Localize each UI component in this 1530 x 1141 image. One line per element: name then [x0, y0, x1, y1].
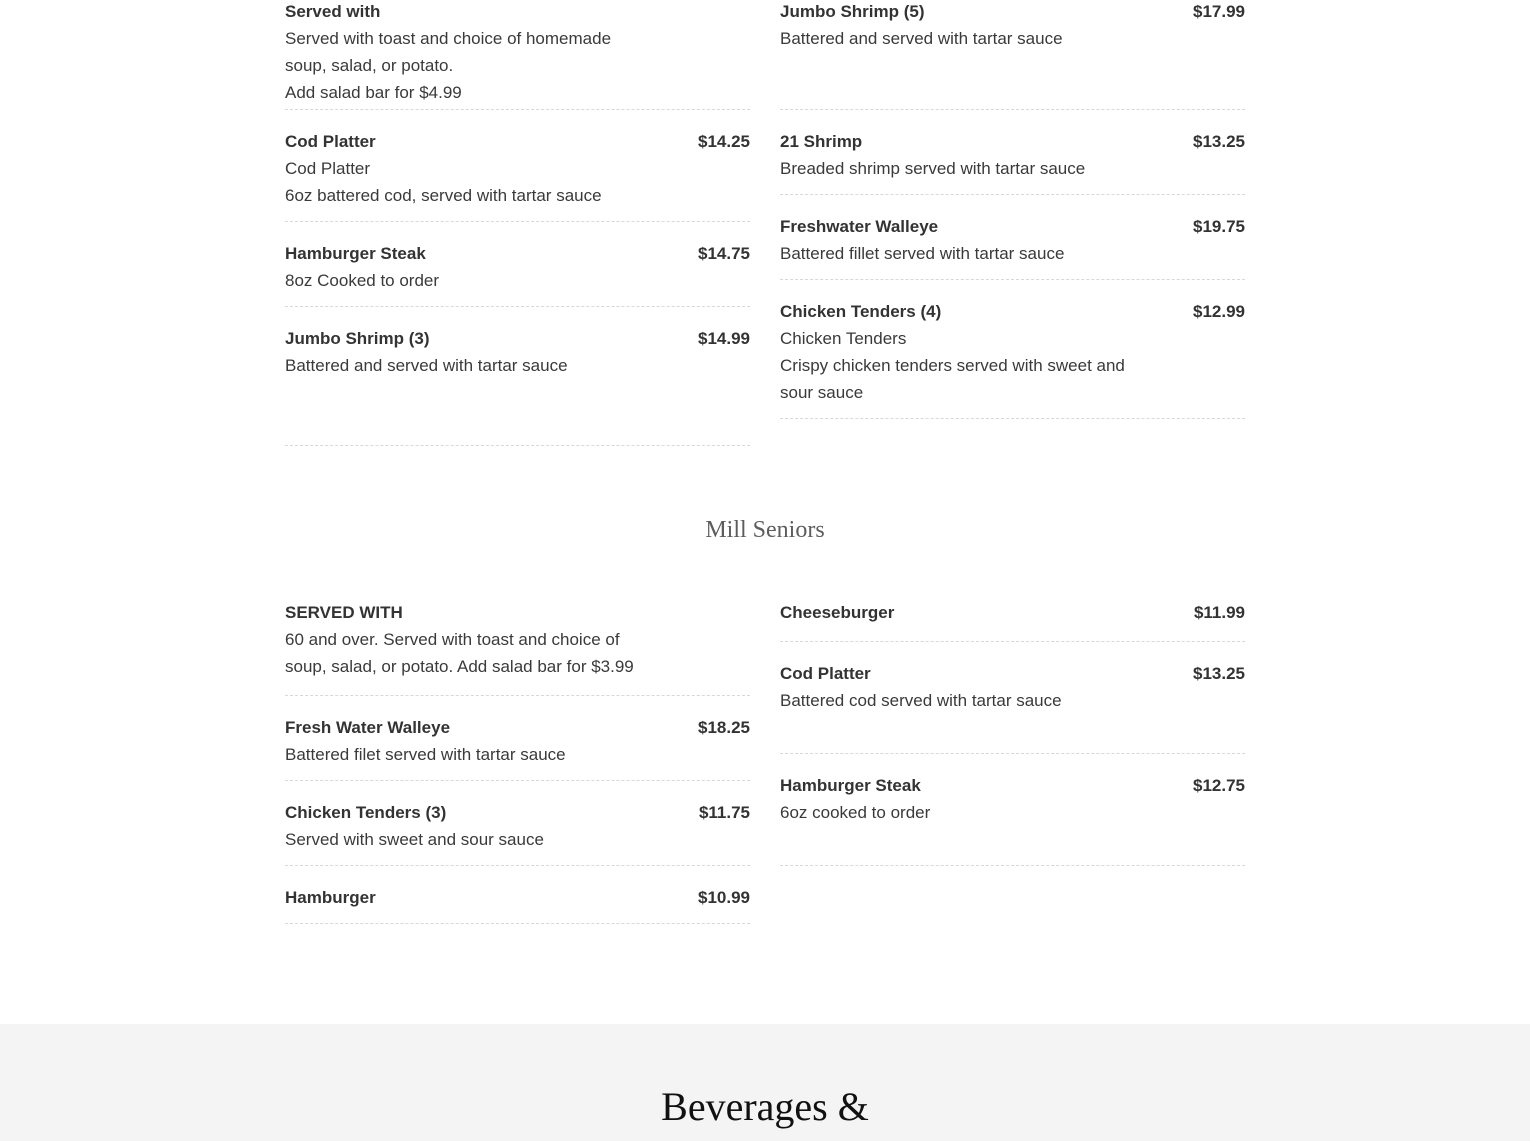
item-name: Jumbo Shrimp (3) [285, 329, 430, 348]
item-price: $11.75 [698, 803, 750, 822]
item-name: Hamburger Steak [285, 244, 426, 263]
item-price: $12.75 [1193, 776, 1245, 795]
beverages-section [0, 1024, 1530, 1141]
menu-column-right [780, 0, 1245, 446]
item-description: 6oz battered cod, served with tartar sauce [285, 186, 602, 205]
menu-item [780, 754, 1245, 866]
item-name: Hamburger Steak [780, 776, 921, 795]
item-name: Chicken Tenders (4) [780, 302, 942, 321]
item-description: 6oz cooked to order [780, 803, 931, 822]
section-title-seniors: Mill Seniors [705, 517, 825, 543]
menu-item [285, 866, 750, 924]
item-price: $18.25 [698, 718, 750, 737]
item-price: $19.75 [1193, 217, 1245, 236]
menu-item [780, 110, 1245, 195]
item-description: Served with sweet and sour sauce [285, 830, 544, 849]
item-name: Cod Platter [285, 132, 376, 151]
item-description: 60 and over. Served with toast and choice of soup, salad, or potato. Add salad bar for $3.99 [285, 630, 634, 676]
item-description: Breaded shrimp served with tartar sauce [780, 159, 1086, 178]
menu-item [285, 307, 750, 446]
item-name: Chicken Tenders (3) [285, 803, 447, 822]
item-name: Jumbo Shrimp (5) [780, 2, 925, 21]
menu-item [285, 0, 750, 110]
menu-item [285, 781, 750, 866]
item-price: $14.75 [698, 244, 750, 263]
menu-item [285, 222, 750, 307]
item-price: $17.99 [1193, 2, 1245, 21]
item-price: $13.25 [1193, 132, 1245, 151]
item-description: Chicken Tenders [780, 329, 907, 348]
item-description: Battered filet served with tartar sauce [285, 745, 566, 764]
item-name: 21 Shrimp [780, 132, 863, 151]
item-description: Battered and served with tartar sauce [285, 356, 568, 375]
item-name: Served with [285, 2, 381, 21]
menu-section-seniors [285, 581, 1245, 924]
menu-item [285, 581, 750, 696]
item-name: Hamburger [285, 888, 376, 907]
section-title-beverages: Beverages & [661, 1084, 869, 1129]
item-name: Cheeseburger [780, 603, 895, 622]
item-description: Cod Platter [285, 159, 371, 178]
item-price: $13.25 [1193, 664, 1245, 683]
item-price: $14.99 [698, 329, 750, 348]
menu-column-left [285, 0, 750, 446]
item-description: Crispy chicken tenders served with sweet and sour sauce [780, 356, 1125, 402]
item-description: Battered cod served with tartar sauce [780, 691, 1062, 710]
item-name: SERVED WITH [285, 603, 403, 622]
item-description: 8oz Cooked to order [285, 271, 440, 290]
item-name: Freshwater Walleye [780, 217, 939, 236]
item-description: Served with toast and choice of homemade soup, salad, or potato. [285, 29, 612, 75]
menu-column-left [285, 581, 750, 924]
item-description: Add salad bar for $4.99 [285, 83, 462, 102]
item-description: Battered fillet served with tartar sauce [780, 244, 1065, 263]
item-description: Battered and served with tartar sauce [780, 29, 1063, 48]
menu-section-top [285, 0, 1245, 446]
item-price: $11.99 [1193, 603, 1245, 622]
item-name: Cod Platter [780, 664, 871, 683]
menu-item [285, 110, 750, 222]
menu-item [285, 696, 750, 781]
item-name: Fresh Water Walleye [285, 718, 451, 737]
menu-item [780, 195, 1245, 280]
item-price: $12.99 [1193, 302, 1245, 321]
menu-item [780, 642, 1245, 754]
item-price: $14.25 [698, 132, 750, 151]
menu-item [780, 280, 1245, 419]
item-price: $10.99 [698, 888, 750, 907]
menu-column-right [780, 581, 1245, 924]
menu-item [780, 581, 1245, 642]
menu-item [780, 0, 1245, 110]
